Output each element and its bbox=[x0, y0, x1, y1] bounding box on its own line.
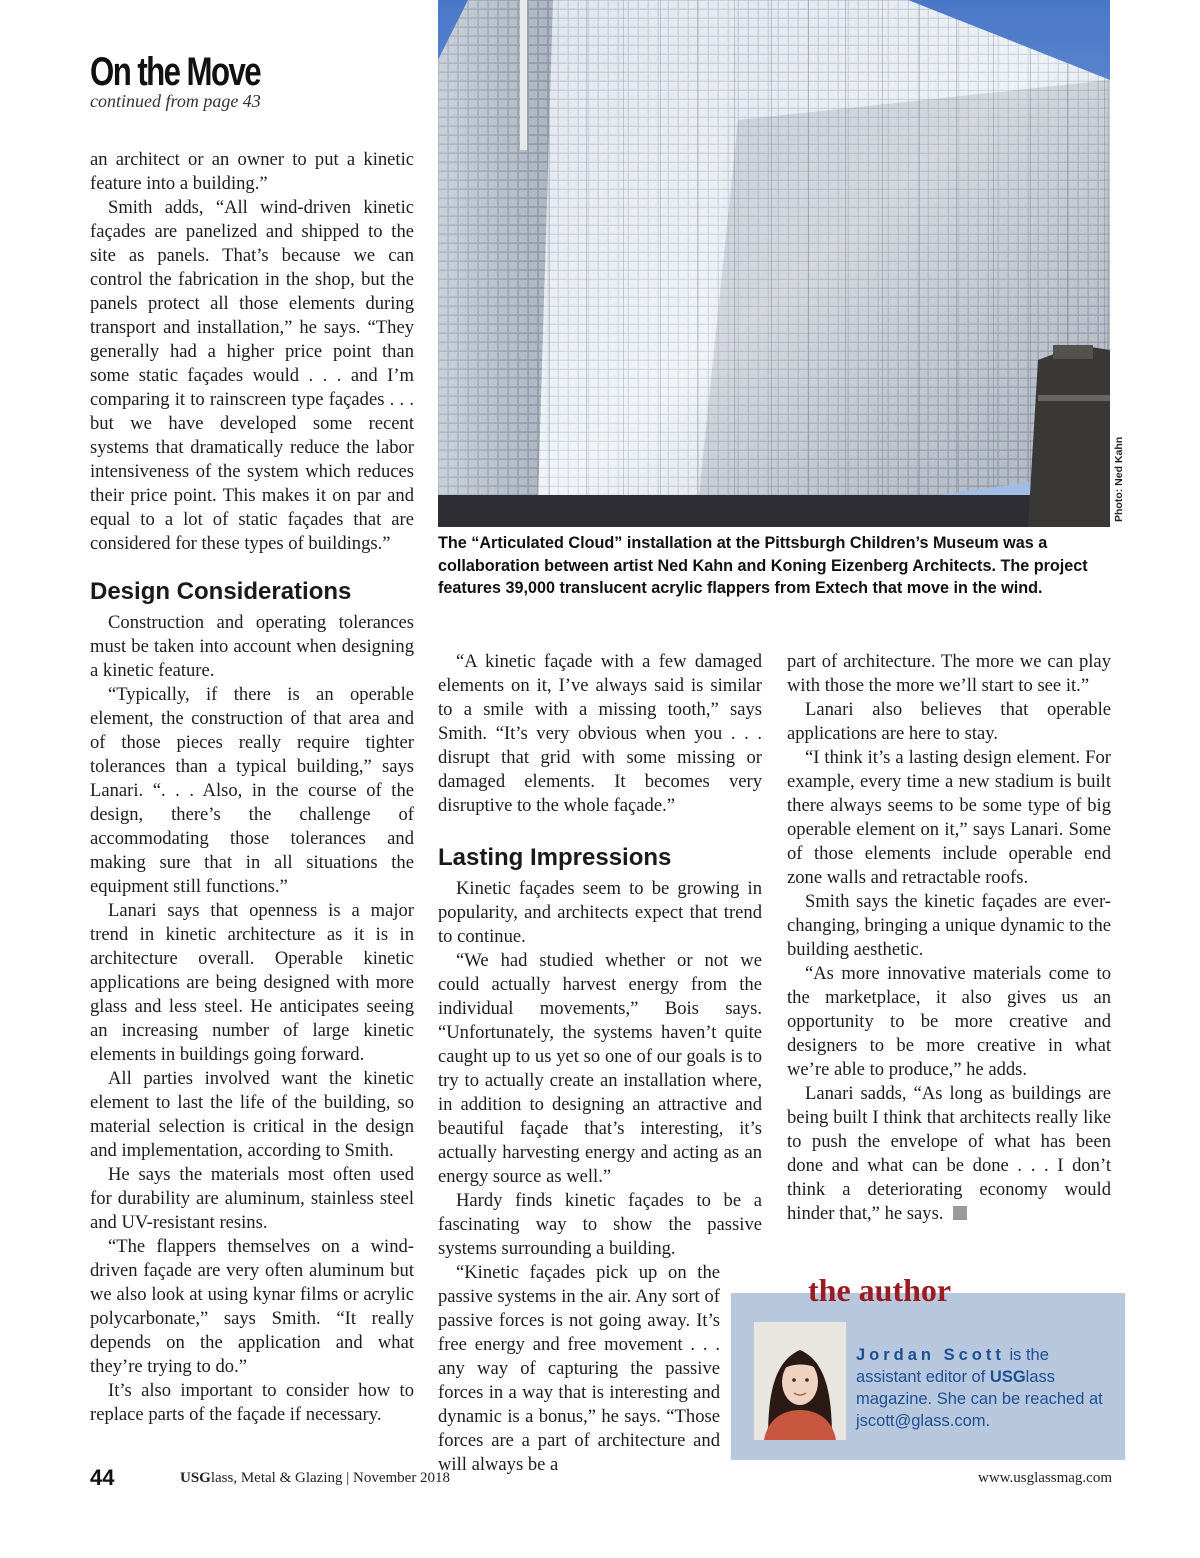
author-name: Jordan Scott bbox=[856, 1346, 1005, 1364]
section-title: On the Move bbox=[90, 50, 261, 94]
article-column-1 bbox=[90, 148, 414, 1427]
paragraph: Lanari says that openness is a major trend in kinetic architecture as it is in architecture overall. Operable kinetic applications are being designed with more glass and less steel. He anticipates seeing an increasing number of large kinetic elements in buildings going forward. bbox=[90, 900, 414, 1065]
footer-separator: | bbox=[346, 1470, 350, 1486]
paragraph: Hardy finds kinetic façades to be a fascinating way to show the passive systems surrounding a building. bbox=[438, 1190, 762, 1259]
paragraph: “We had studied whether or not we could actually harvest energy from the individual movements,” Bois says. “Unfortunately, the systems haven’t quite caught up to us yet so one of our goals is to try to actually create an installation where, in addition to designing an attractive and beautiful façade that’s interesting, it’s actually harvesting energy and acting as an energy source as well.” bbox=[438, 950, 762, 1187]
paragraph: “A kinetic façade with a few damaged elements on it, I’ve always said is similar to a smile with a missing tooth,” says Smith. “It’s very obvious when you . . . disrupt that grid with some missing or damaged elements. It becomes very disruptive to the whole façade.” bbox=[438, 651, 762, 816]
photo-caption: The “Articulated Cloud” installation at the Pittsburgh Children’s Museum was a collaboration between artist Ned Kahn and Koning Eizenberg Architects. The project features 39,000 translucent acrylic flappers from Extech that move in the wind. bbox=[438, 534, 1088, 597]
website-url: www.usglassmag.com bbox=[978, 1470, 1113, 1486]
section-heading: Lasting Impressions bbox=[438, 844, 672, 871]
publication-bold: USG bbox=[180, 1470, 211, 1486]
author-bio-text: is the assistant editor of bbox=[856, 1346, 1049, 1386]
section-heading: Design Considerations bbox=[90, 578, 352, 605]
continued-note: continued from page 43 bbox=[90, 91, 261, 111]
paragraph: “The flappers themselves on a wind-driven façade are very often aluminum but we also look at using kynar films or acrylic polycarbonate,” says Smith. “It really depends on the application and what they’re trying to do.” bbox=[90, 1236, 414, 1377]
brand-name-bold: USG bbox=[989, 1368, 1026, 1386]
page-footer bbox=[0, 1465, 1200, 1495]
paragraph: Lanari also believes that operable applications are here to stay. bbox=[787, 699, 1111, 744]
paragraph: All parties involved want the kinetic element to last the life of the building, so material selection is critical in the design and implementation, according to Smith. bbox=[90, 1068, 414, 1161]
publication-rest: lass, Metal & Glazing bbox=[210, 1470, 343, 1486]
paragraph: Kinetic façades seem to be growing in popularity, and architects expect that trend to continue. bbox=[438, 878, 762, 947]
article-column-3 bbox=[787, 650, 1111, 1226]
paragraph: “As more innovative materials come to the marketplace, it also gives us an opportunity to be more creative and designers to be more creative in what we’re able to produce,” he adds. bbox=[787, 963, 1111, 1080]
paragraph: He says the materials most often used for durability are aluminum, stainless steel and UV-resistant resins. bbox=[90, 1164, 414, 1233]
paragraph: part of architecture. The more we can play with those the more we’ll start to see it.” bbox=[787, 651, 1111, 696]
brand-name-rest: lass bbox=[1025, 1368, 1056, 1386]
paragraph: “Kinetic façades pick up on the passive systems in the air. Any sort of passive forces is not going away. It’s free energy and free movement . . . any way of capturing the passive forces in a way that is interesting and dynamic is a bonus,” he says. “Those forces are a part of architecture and will always be a bbox=[438, 1262, 720, 1475]
paragraph: Smith says the kinetic façades are ever-changing, bringing a unique dynamic to the building aesthetic. bbox=[787, 891, 1111, 960]
paragraph: Smith adds, “All wind-driven kinetic façades are panelized and shipped to the site as panels. That’s because we can control the fabrication in the shop, but the panels protect all those elements during transport and installation,” he says. “They generally had a higher price point than some static façades would . . . and I’m comparing it to rainscreen type façades . . . but we have developed some recent systems that dramatically reduce the labor intensiveness of the system which reduces their price point. This makes it on par and equal to a lot of static façades that are considered for these types of buildings.” bbox=[90, 197, 414, 554]
building-photo bbox=[438, 0, 1110, 527]
author-bio bbox=[856, 1344, 1116, 1432]
paragraph: Construction and operating tolerances must be taken into account when designing a kinetic feature. bbox=[90, 612, 414, 681]
author-portrait bbox=[754, 1322, 846, 1440]
end-of-article-icon bbox=[953, 1206, 967, 1220]
article-column-2 bbox=[438, 650, 762, 1477]
paragraph: “Typically, if there is an operable element, the construction of that area and of those pieces really require tighter tolerances than a typical building,” says Lanari. “. . . Also, in the course of the design, there’s the challenge of accommodating those tolerances and making sure that in all situations the equipment still functions.” bbox=[90, 684, 414, 897]
page-number: 44 bbox=[90, 1465, 115, 1490]
issue-date: November 2018 bbox=[353, 1470, 451, 1486]
author-heading: the author bbox=[808, 1272, 952, 1308]
photo-credit: Photo: Ned Kahn bbox=[1113, 436, 1125, 522]
publication-name bbox=[180, 1470, 450, 1487]
paragraph: an architect or an owner to put a kinetic feature into a building.” bbox=[90, 149, 414, 194]
paragraph-text: Lanari sadds, “As long as buildings are being built I think that architects really like to push the envelope of what has been done and what can be done . . . I don’t think a deteriorating economy would hinder that,” he says. bbox=[787, 1083, 1111, 1224]
paragraph: “I think it’s a lasting design element. For example, every time a new stadium is built there always seems to be some type of big operable element on it,” says Lanari. Some of those elements include operable end zone walls and retractable roofs. bbox=[787, 747, 1111, 888]
paragraph: It’s also important to consider how to replace parts of the façade if necessary. bbox=[90, 1380, 414, 1425]
author-bio-text: magazine. She can be reached at jscott@glass.com. bbox=[856, 1390, 1103, 1430]
paragraph bbox=[787, 1082, 1111, 1226]
